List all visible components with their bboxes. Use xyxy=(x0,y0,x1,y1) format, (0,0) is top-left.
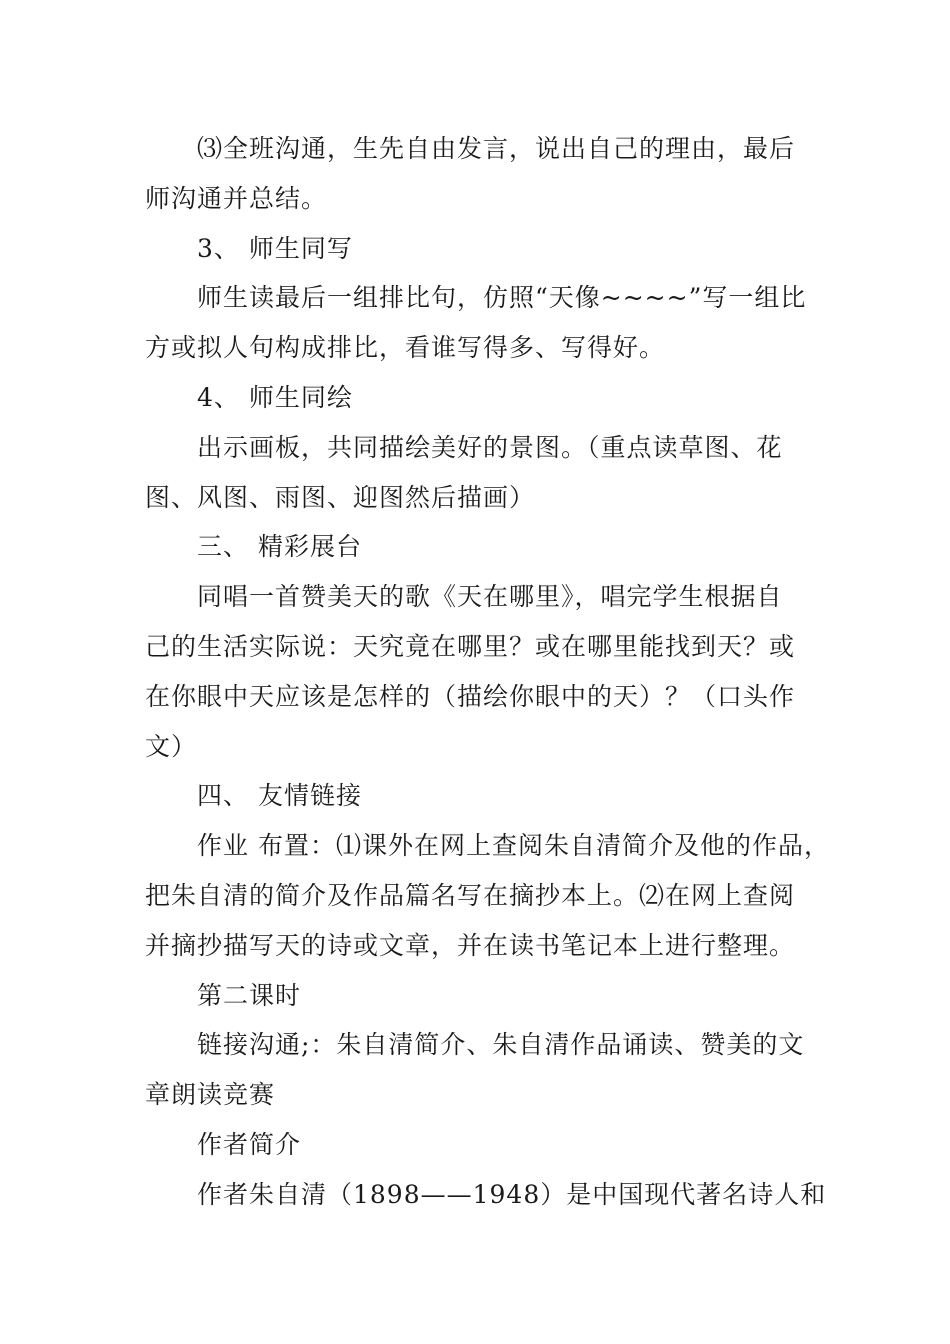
text-line: 己的生活实际说：天究竟在哪里？或在哪里能找到天？或 xyxy=(145,631,796,661)
text-line: 把朱自清的简介及作品篇名写在摘抄本上。⑵在网上查阅 xyxy=(145,880,796,910)
section-heading: 3、 师生同写 xyxy=(197,233,353,263)
text-line: 方或拟人句构成排比，看谁写得多、写得好。 xyxy=(145,333,666,363)
text-line: 图、风图、雨图、迎图然后描画） xyxy=(145,482,536,512)
section-heading: 四、 友情链接 xyxy=(197,781,362,811)
text-line: 在你眼中天应该是怎样的（描绘你眼中的天）？（口头作 xyxy=(145,681,796,711)
text-line: 同唱一首赞美天的歌《天在哪里》，唱完学生根据自 xyxy=(197,582,783,612)
text-line: 作者朱自清（1898——1948）是中国现代著名诗人和 xyxy=(197,1179,827,1209)
text-line: 文） xyxy=(145,731,198,761)
text-line: 链接沟通;：朱自清简介、朱自清作品诵读、赞美的文 xyxy=(197,1030,805,1060)
text-line: 章朗读竞赛 xyxy=(145,1080,276,1110)
section-heading: 三、 精彩展台 xyxy=(197,532,362,562)
text-line: 并摘抄描写天的诗或文章，并在读书笔记本上进行整理。 xyxy=(145,930,796,960)
text-line: 作业 布置：⑴课外在网上查阅朱自清简介及他的作品， xyxy=(197,831,830,861)
text-line: 师沟通并总结。 xyxy=(145,183,328,213)
document-body xyxy=(145,124,830,1220)
text-line: ⑶全班沟通，生先自由发言，说出自己的理由，最后 xyxy=(197,134,796,163)
text-line: 师生读最后一组排比句，仿照“天像~~~~”写一组比 xyxy=(197,283,807,313)
section-heading: 第二课时 xyxy=(197,980,302,1010)
text-line: 出示画板，共同描绘美好的景图。（重点读草图、花 xyxy=(197,432,783,462)
section-heading: 4、 师生同绘 xyxy=(197,382,353,412)
section-heading: 作者简介 xyxy=(197,1129,302,1159)
